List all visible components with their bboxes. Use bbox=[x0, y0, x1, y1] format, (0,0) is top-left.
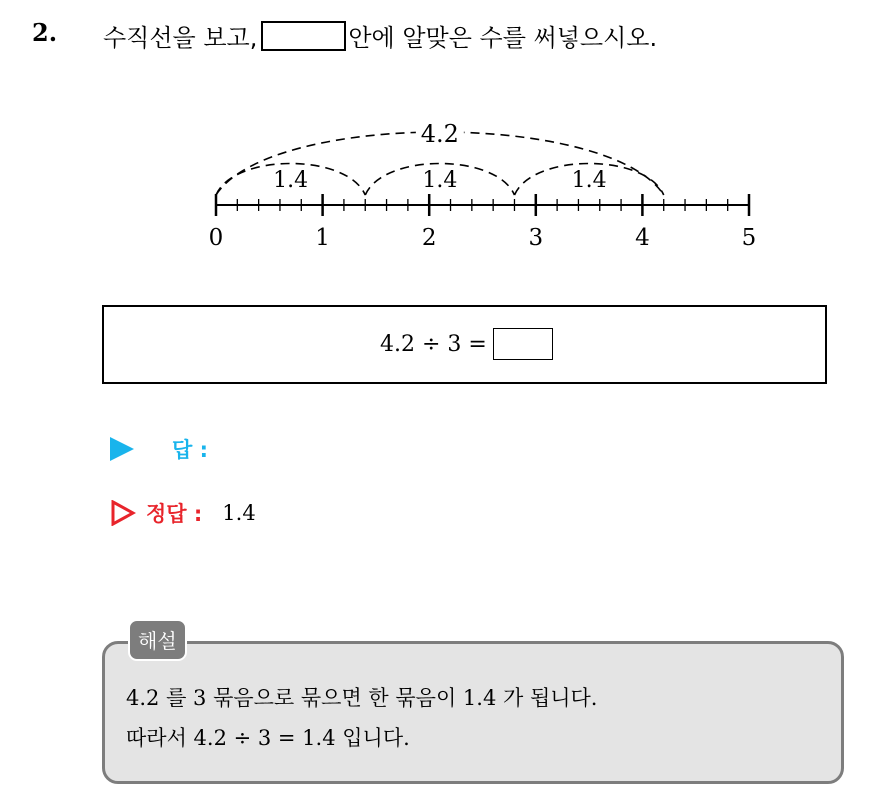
number-line-figure bbox=[0, 0, 884, 290]
explanation-tag: 해설 bbox=[128, 619, 187, 661]
play-filled-icon bbox=[110, 437, 134, 461]
play-outline-icon bbox=[110, 500, 136, 526]
question-text-after: 안에 알맞은 수를 써넣으시오. bbox=[348, 24, 658, 52]
tick-label: 5 bbox=[741, 225, 757, 251]
equation-text: 4.2 ÷ 3 = bbox=[380, 331, 487, 357]
solution-label: 정답 : bbox=[146, 502, 203, 526]
explanation-line-1: 4.2 를 3 묶음으로 묶으면 한 묶음이 1.4 가 됩니다. bbox=[126, 686, 598, 710]
answer-row bbox=[110, 434, 208, 464]
small-arc-label: 1.4 bbox=[422, 168, 458, 193]
tick-label: 4 bbox=[635, 225, 650, 251]
tick-label: 3 bbox=[528, 225, 544, 251]
question-text-before: 수직선을 보고, bbox=[103, 24, 258, 52]
question-number: 2. bbox=[32, 18, 58, 47]
solution-row bbox=[110, 498, 256, 528]
tick-label: 2 bbox=[421, 225, 437, 251]
big-arc-label: 4.2 bbox=[420, 120, 459, 148]
equation-answer-blank[interactable] bbox=[493, 328, 553, 360]
answer-label: 답 : bbox=[172, 438, 208, 462]
small-arc-label: 1.4 bbox=[273, 168, 309, 193]
tick-label: 1 bbox=[315, 225, 330, 251]
equation bbox=[380, 328, 553, 360]
explanation-box bbox=[102, 641, 844, 784]
tick-label: 0 bbox=[208, 225, 224, 251]
explanation-line-2: 따라서 4.2 ÷ 3 = 1.4 입니다. bbox=[126, 726, 410, 750]
solution-value: 1.4 bbox=[222, 501, 256, 525]
small-arc-label: 1.4 bbox=[571, 168, 607, 193]
